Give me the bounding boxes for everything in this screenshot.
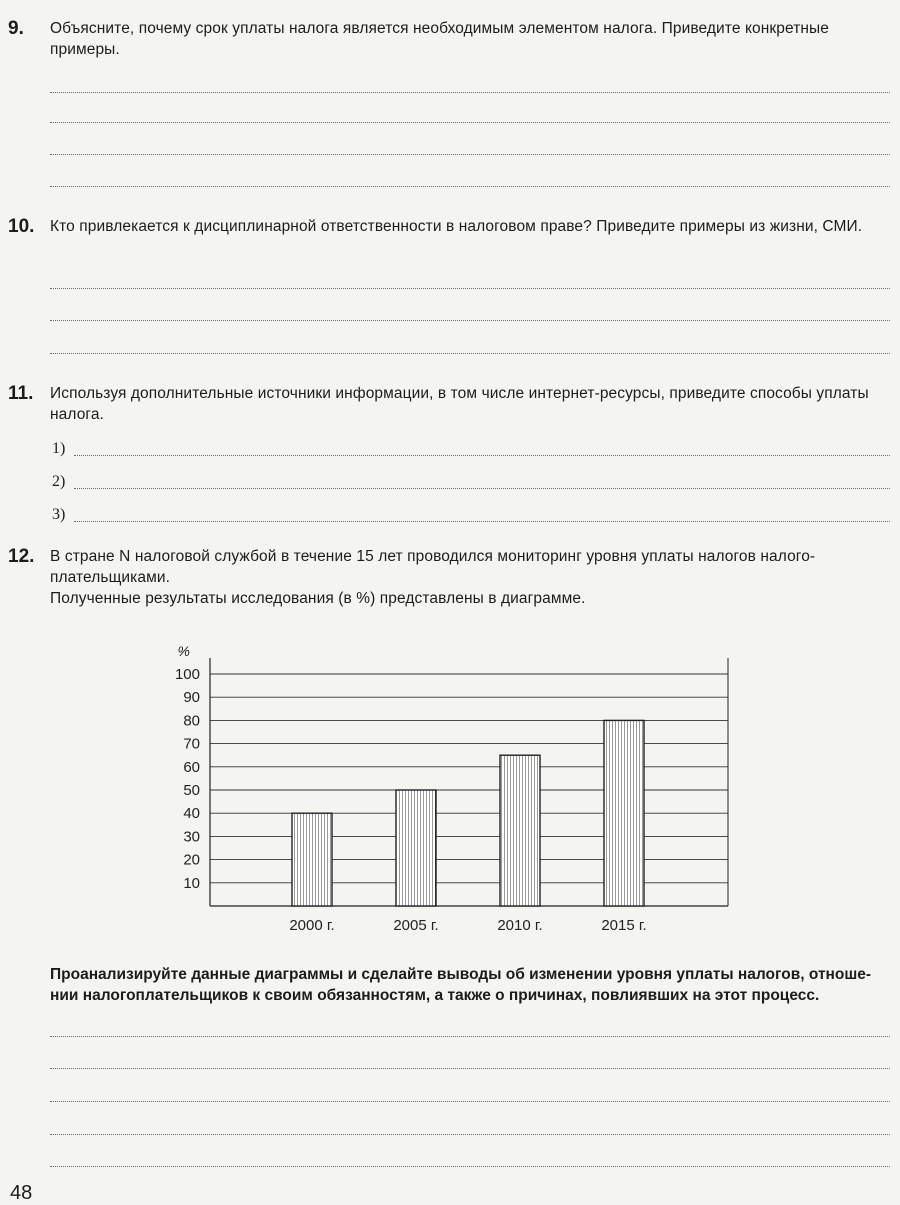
page-number: 48	[10, 1182, 33, 1204]
bar	[500, 755, 540, 906]
y-tick-label: 10	[183, 874, 200, 892]
answer-label: 2)	[52, 473, 66, 490]
x-category-label: 2005 г.	[393, 917, 439, 934]
task-text-part: В стране N налоговой службой в течение 15 лет проводился мониторинг уровня уплаты налогов налого-плательщиками.	[50, 548, 816, 586]
y-tick-label: 40	[183, 805, 200, 823]
bar	[396, 790, 436, 906]
answer-line[interactable]	[50, 1101, 890, 1102]
y-tick-label: 100	[174, 666, 200, 683]
answer-line[interactable]	[50, 122, 890, 123]
answer-line[interactable]	[50, 186, 890, 187]
x-category-label: 2010 г.	[497, 917, 543, 934]
chart-svg	[150, 636, 750, 946]
task-number: 12.	[8, 546, 35, 567]
y-tick-label: 90	[183, 689, 200, 707]
answer-line[interactable]	[74, 455, 890, 456]
analysis-instruction: Проанализируйте данные диаграммы и сделайте выводы об изменении уровня уплаты налогов, отноше-нии налогоплательщиков к своим обязанностям, а также о причинах, повлиявших на этот процесс.	[50, 966, 872, 1004]
task-text: Объясните, почему срок уплаты налога является необходимым элементом налога. Приведите конкретные примеры.	[50, 20, 830, 58]
y-tick-label: 60	[183, 758, 200, 776]
y-tick-label: 20	[183, 851, 200, 869]
answer-line[interactable]	[50, 353, 890, 354]
y-tick-label: 30	[183, 828, 200, 846]
y-axis-unit-label: %	[177, 643, 190, 659]
answer-line[interactable]	[50, 288, 890, 289]
answer-line[interactable]	[74, 521, 890, 522]
answer-line[interactable]	[50, 92, 890, 93]
answer-line[interactable]	[50, 1036, 890, 1037]
task-text: Используя дополнительные источники информации, в том числе интернет-ресурсы, приведите способы уплаты налога.	[50, 385, 869, 423]
bar-chart	[150, 636, 750, 946]
answer-line[interactable]	[50, 154, 890, 155]
answer-line[interactable]	[74, 488, 890, 489]
y-tick-label: 80	[183, 712, 200, 730]
task-text	[50, 546, 890, 609]
x-category-label: 2000 г.	[289, 917, 335, 934]
answer-line[interactable]	[50, 1068, 890, 1069]
answer-line[interactable]	[50, 320, 890, 321]
x-category-label: 2015 г.	[601, 917, 647, 934]
bar	[604, 720, 644, 906]
answer-line[interactable]	[50, 1166, 890, 1167]
task-text-part: Полученные результаты исследования (в %) представлены в диаграмме.	[50, 590, 586, 607]
answer-label: 1)	[52, 440, 66, 457]
bar	[292, 813, 332, 906]
y-tick-label: 50	[183, 782, 200, 799]
answer-line[interactable]	[50, 1134, 890, 1135]
y-tick-label: 70	[183, 735, 200, 753]
task-number: 10.	[8, 216, 35, 237]
task-text: Кто привлекается к дисциплинарной ответственности в налоговом праве? Приведите примеры из жизни, СМИ.	[50, 218, 863, 235]
task-number: 11.	[8, 383, 34, 404]
answer-label: 3)	[52, 506, 66, 523]
task-number: 9.	[8, 18, 24, 39]
